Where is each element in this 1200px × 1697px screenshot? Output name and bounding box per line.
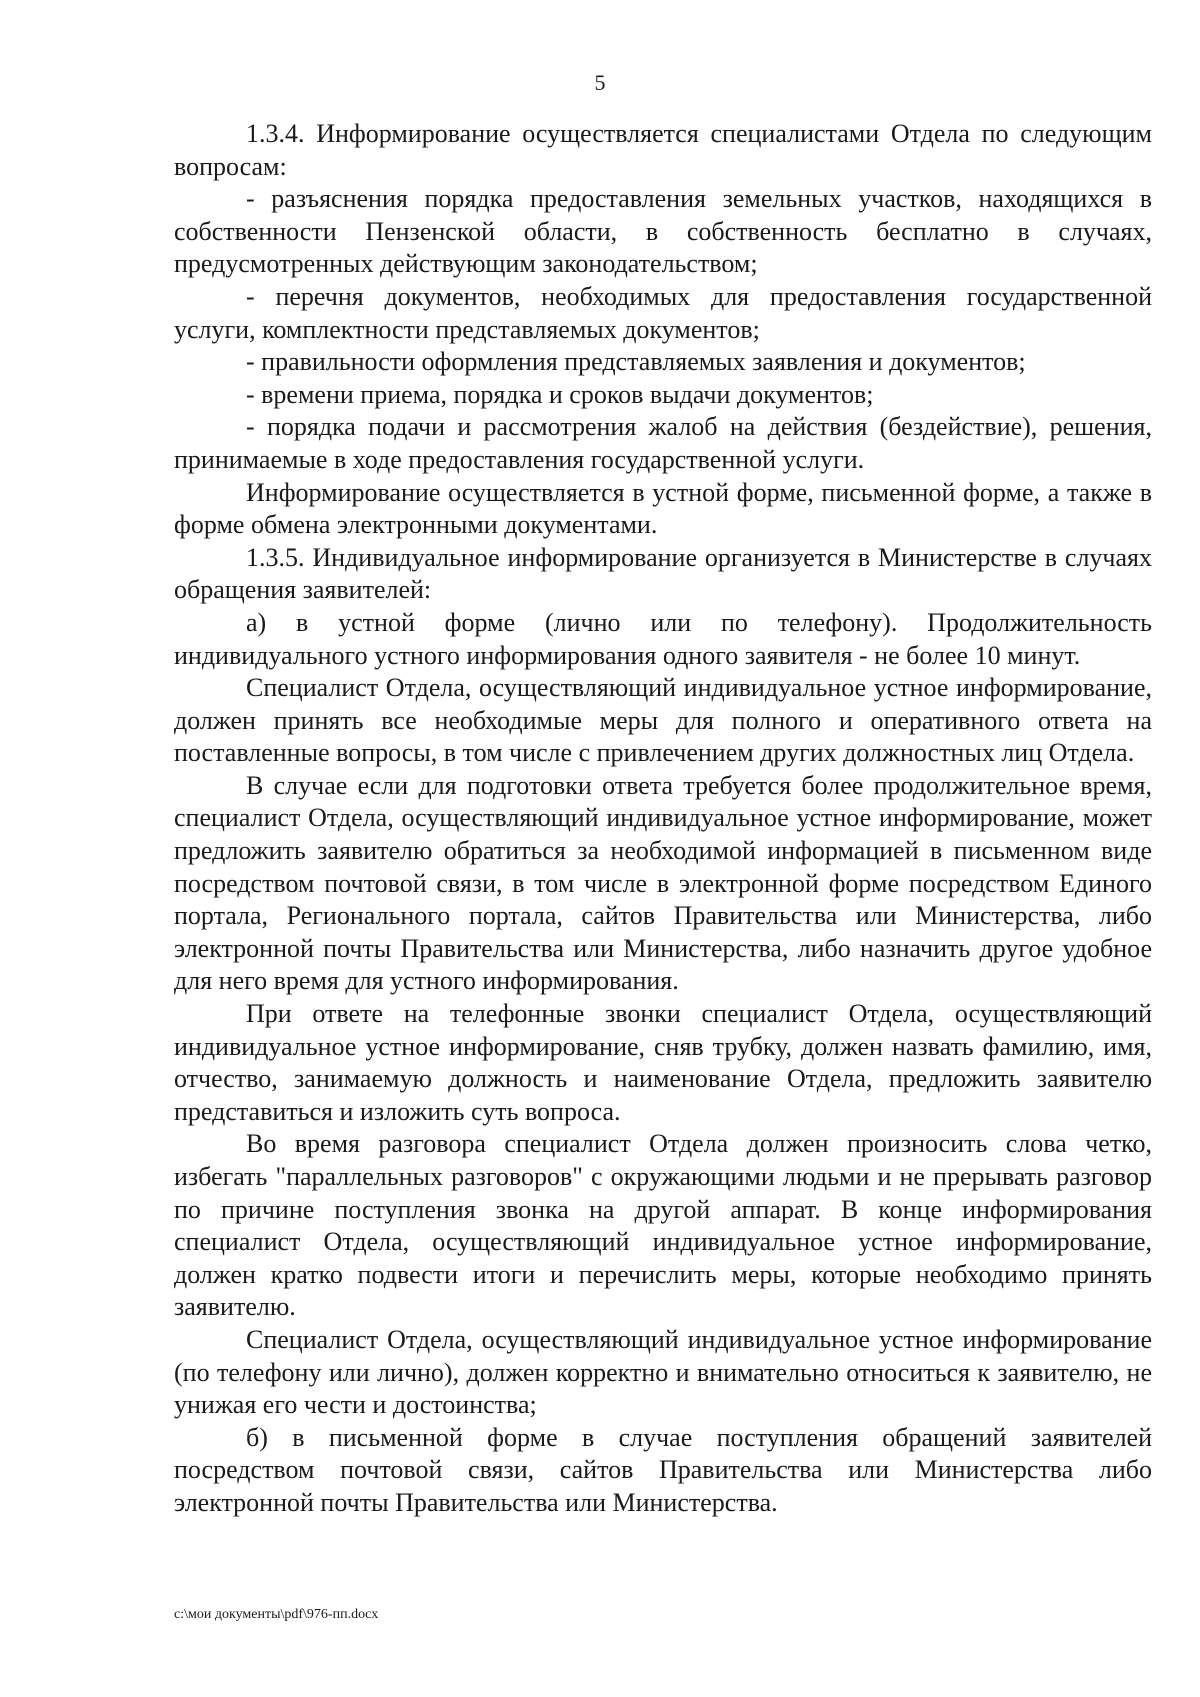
paragraph: - порядка подачи и рассмотрения жалоб на действия (бездействие), решения, принимаемые в ходе предоставления государственной услуги. xyxy=(174,412,1152,474)
paragraph: - правильности оформления представляемых заявления и документов; xyxy=(246,347,1026,377)
paragraph: 1.3.4. Информирование осуществляется специалистами Отдела по следующим вопросам: xyxy=(174,119,1152,181)
document-body xyxy=(174,118,1152,1520)
paragraph: Информирование осуществляется в устной форме, письменной форме, а также в форме обмена электронными документами. xyxy=(174,477,1152,540)
page-number: 5 xyxy=(594,70,606,95)
paragraph: - перечня документов, необходимых для предоставления государственной услуги, комплектности представляемых документов; xyxy=(174,281,1152,344)
footer-file-path: c:\мои документы\pdf\976-пп.docx xyxy=(174,1607,379,1622)
paragraph: В случае если для подготовки ответа требуется более продолжительное время, специалист Отдела, осуществляющий индивидуальное устное информирование, может предложить заявителю обратиться за необходимой информацией в письменном виде посредством почтовой связи, в том числе в электронной форме посредством Единого портала, Регионального портала, сайтов Правительства или Министерства, либо электронной почты Правительства или Министерства, либо назначить другое удобное для него время для устного информирования. xyxy=(174,770,1152,996)
paragraph: Специалист Отдела, осуществляющий индивидуальное устное информирование, должен принять все необходимые меры для полного и оперативного ответа на поставленные вопросы, в том числе с привлечением других должностных лиц Отдела. xyxy=(174,673,1152,768)
paragraph: - разъяснения порядка предоставления земельных участков, находящихся в собственности Пензенской области, в собственность бесплатно в случаях, предусмотренных действующим законодательством; xyxy=(174,184,1152,279)
paragraph: - времени приема, порядка и сроков выдачи документов; xyxy=(246,379,874,409)
paragraph: При ответе на телефонные звонки специалист Отдела, осуществляющий индивидуальное устное информирование, сняв трубку, должен назвать фамилию, имя, отчество, занимаемую должность и наименование Отдела, предложить заявителю представиться и изложить суть вопроса. xyxy=(174,999,1152,1126)
paragraph: Специалист Отдела, осуществляющий индивидуальное устное информирование (по телефону или лично), должен корректно и внимательно относиться к заявителю, не унижая его чести и достоинства; xyxy=(174,1324,1152,1420)
paragraph: б) в письменной форме в случае поступления обращений заявителей посредством почтовой связи, сайтов Правительства или Министерства либо электронной почты Правительства или Министерства. xyxy=(174,1422,1152,1517)
paragraph: Во время разговора специалист Отдела должен произносить слова четко, избегать "параллельных разговоров" с окружающими людьми и не прерывать разговор по причине поступления звонка на другой аппарат. В конце информирования специалист Отдела, осуществляющий индивидуальное устное информирование, должен кратко подвести итоги и перечислить меры, которые необходимо принять заявителю. xyxy=(174,1129,1152,1322)
paragraph: а) в устной форме (лично или по телефону). Продолжительность индивидуального устного информирования одного заявителя - не более 10 минут. xyxy=(174,607,1152,670)
paragraph: 1.3.5. Индивидуальное информирование организуется в Министерстве в случаях обращения заявителей: xyxy=(174,542,1152,605)
